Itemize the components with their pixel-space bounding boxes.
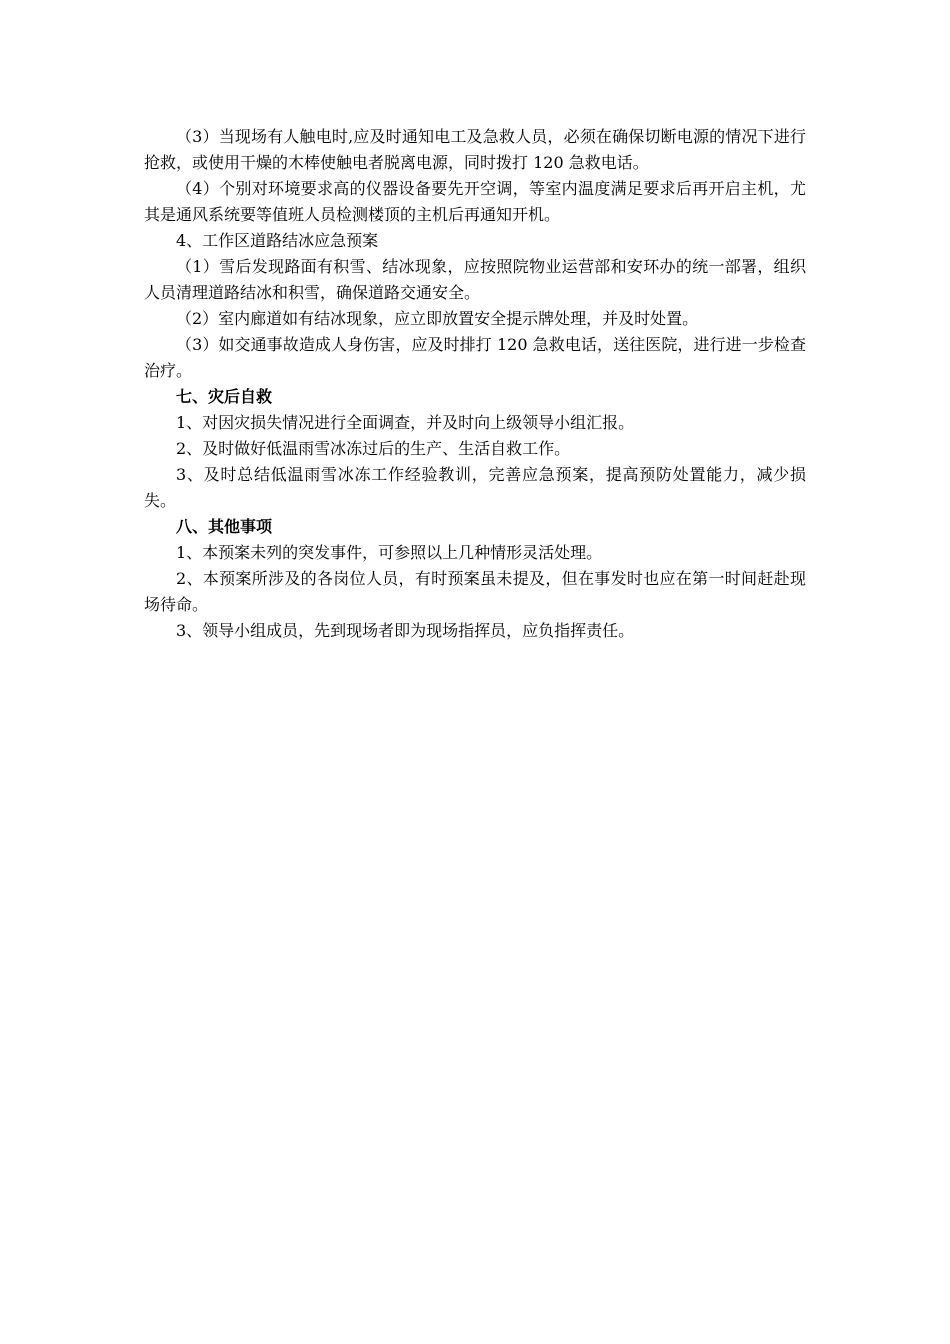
section7-item-1: 1、对因灾损失情况进行全面调查，并及时向上级领导小组汇报。 [176,413,635,432]
section7-item-3: 3、及时总结低温雨雪冰冻工作经验教训，完善应急预案，提高预防处置能力，减少损失。 [144,465,806,510]
section-heading-other-matters: 八、其他事项 [176,517,273,536]
section8-item-1: 1、本预案未列的突发事件，可参照以上几种情形灵活处理。 [176,543,603,562]
paragraph-traffic-accident: （3）如交通事故造成人身伤害，应及时排打 120 急救电话，送往医院，进行进一步检查治疗。 [144,335,806,380]
section8-item-3: 3、领导小组成员，先到现场者即为现场指挥员，应负指挥责任。 [176,621,635,640]
section-heading-post-disaster-self-rescue: 七、灾后自救 [176,387,273,406]
subheading-road-icing-plan: 4、工作区道路结冰应急预案 [176,231,379,250]
paragraph-road-clearing: （1）雪后发现路面有积雪、结冰现象，应按照院物业运营部和安环办的统一部署，组织人员清理道路结冰和积雪，确保道路交通安全。 [144,257,806,302]
section7-item-2: 2、及时做好低温雨雪冰冻过后的生产、生活自救工作。 [176,439,571,458]
document-body [144,124,806,644]
section8-item-2: 2、本预案所涉及的各岗位人员，有时预案虽未提及，但在事发时也应在第一时间赶赴现场待命。 [144,569,806,614]
paragraph-equipment-startup: （4）个别对环境要求高的仪器设备要先开空调，等室内温度满足要求后再开启主机，尤其是通风系统要等值班人员检测楼顶的主机后再通知开机。 [144,179,806,224]
paragraph-electric-shock: （3）当现场有人触电时,应及时通知电工及急救人员，必须在确保切断电源的情况下进行抢救，或使用干燥的木棒使触电者脱离电源，同时拨打 120 急救电话。 [144,127,806,172]
paragraph-corridor-icing: （2）室内廊道如有结冰现象，应立即放置安全提示牌处理，并及时处置。 [176,309,699,328]
